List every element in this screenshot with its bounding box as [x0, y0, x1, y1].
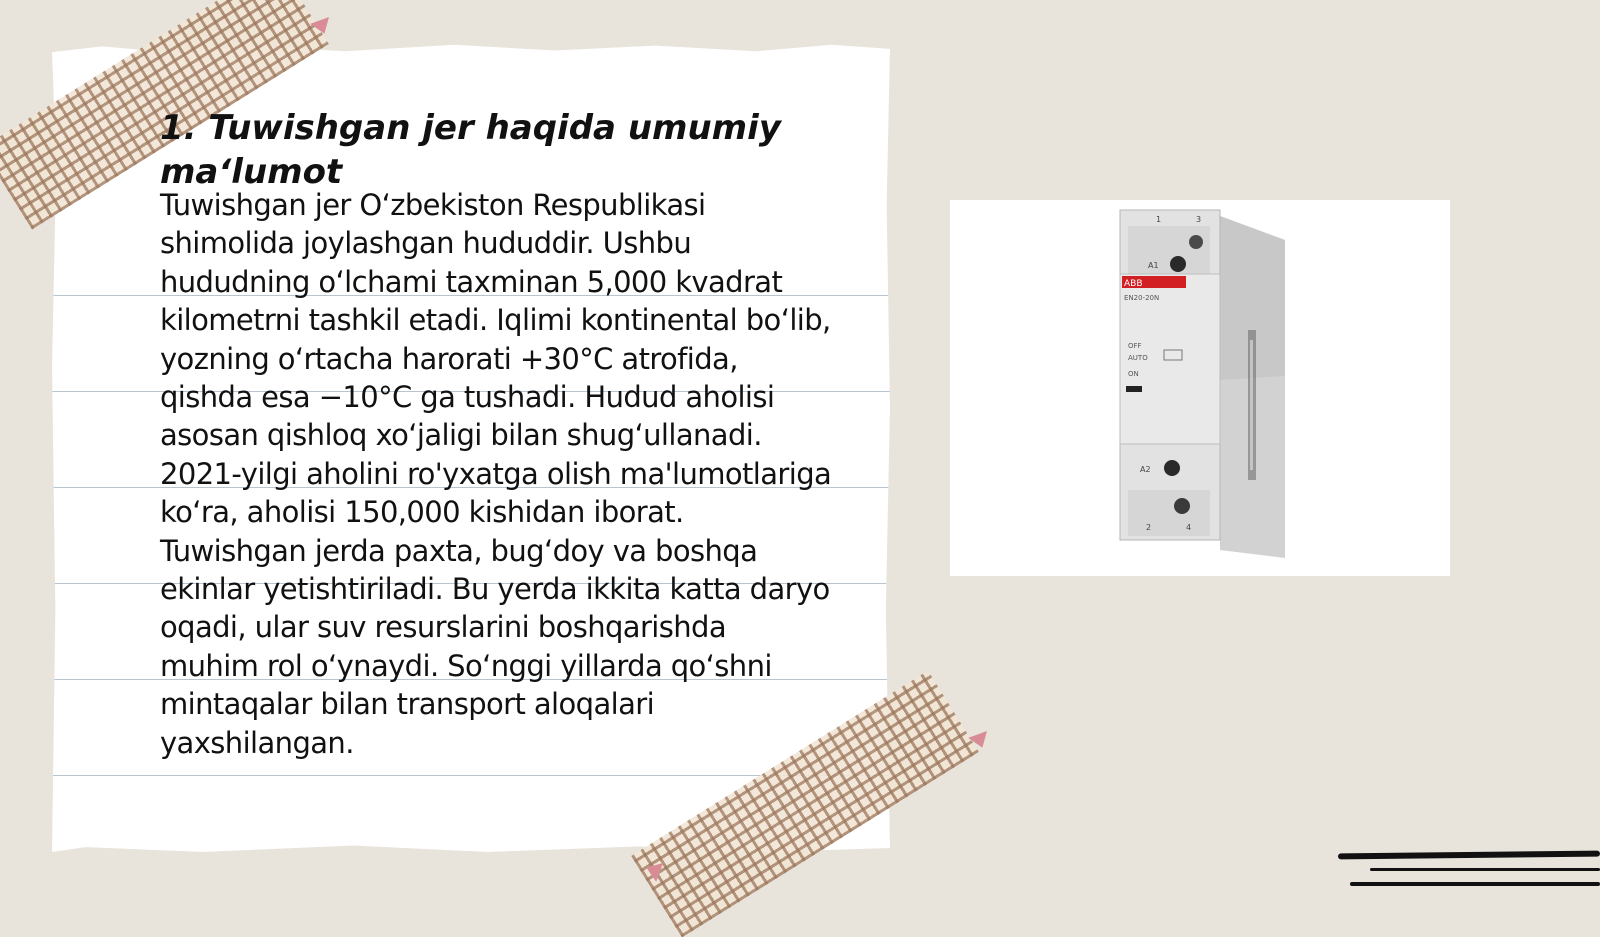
modular-contactor-illustration	[950, 200, 1450, 576]
terminal-label-3: 3	[1196, 215, 1202, 224]
decorative-stroke	[1350, 882, 1600, 886]
terminal-label-1: 1	[1156, 215, 1162, 224]
slide-title: 1. Tuwishgan jer haqida umumiy ma‘lumot	[160, 108, 781, 192]
terminal-label-4: 4	[1186, 523, 1192, 532]
contactor-photo	[950, 200, 1450, 576]
terminal-label-a1: A1	[1148, 261, 1159, 270]
switch-label-auto: AUTO	[1128, 354, 1148, 362]
slide-body-text: Tuwishgan jer O‘zbekiston Respublikasi shimolida joylashgan hududdir. Ushbu hududning o‘lchami taxminan 5,000 kvadrat kilometrni tashkil etadi. Iqlimi kontinental bo‘lib, yozning o‘rtacha harorati +30°C atrofida, qishda esa −10°C ga tushadi. Hudud aholisi asosan qishloq xo‘jaligi bilan shug‘ullanadi. 2021-yilgi aholini ro'yxatga olish ma'lumotlariga ko‘ra, aholisi 150,000 kishidan iborat. Tuwishgan jerda paxta, bug‘doy va boshqa ekinlar yetishtiriladi. Bu yerda ikkita katta daryo oqadi, ular suv resurslarini boshqarishda muhim rol o‘ynaydi. So‘nggi yillarda qo‘shni mintaqalar bilan transport aloqalari yaxshilangan.	[160, 188, 832, 760]
switch-label-off: OFF	[1128, 342, 1142, 350]
decorative-stroke	[1370, 868, 1600, 871]
brand-label: ABB	[1124, 279, 1143, 289]
decorative-stroke	[1338, 851, 1600, 860]
switch-label-on: ON	[1128, 370, 1139, 378]
model-label: EN20-20N	[1124, 294, 1160, 302]
terminal-label-2: 2	[1146, 523, 1152, 532]
tape-tip-decoration	[968, 731, 992, 751]
terminal-label-a2: A2	[1140, 465, 1151, 474]
